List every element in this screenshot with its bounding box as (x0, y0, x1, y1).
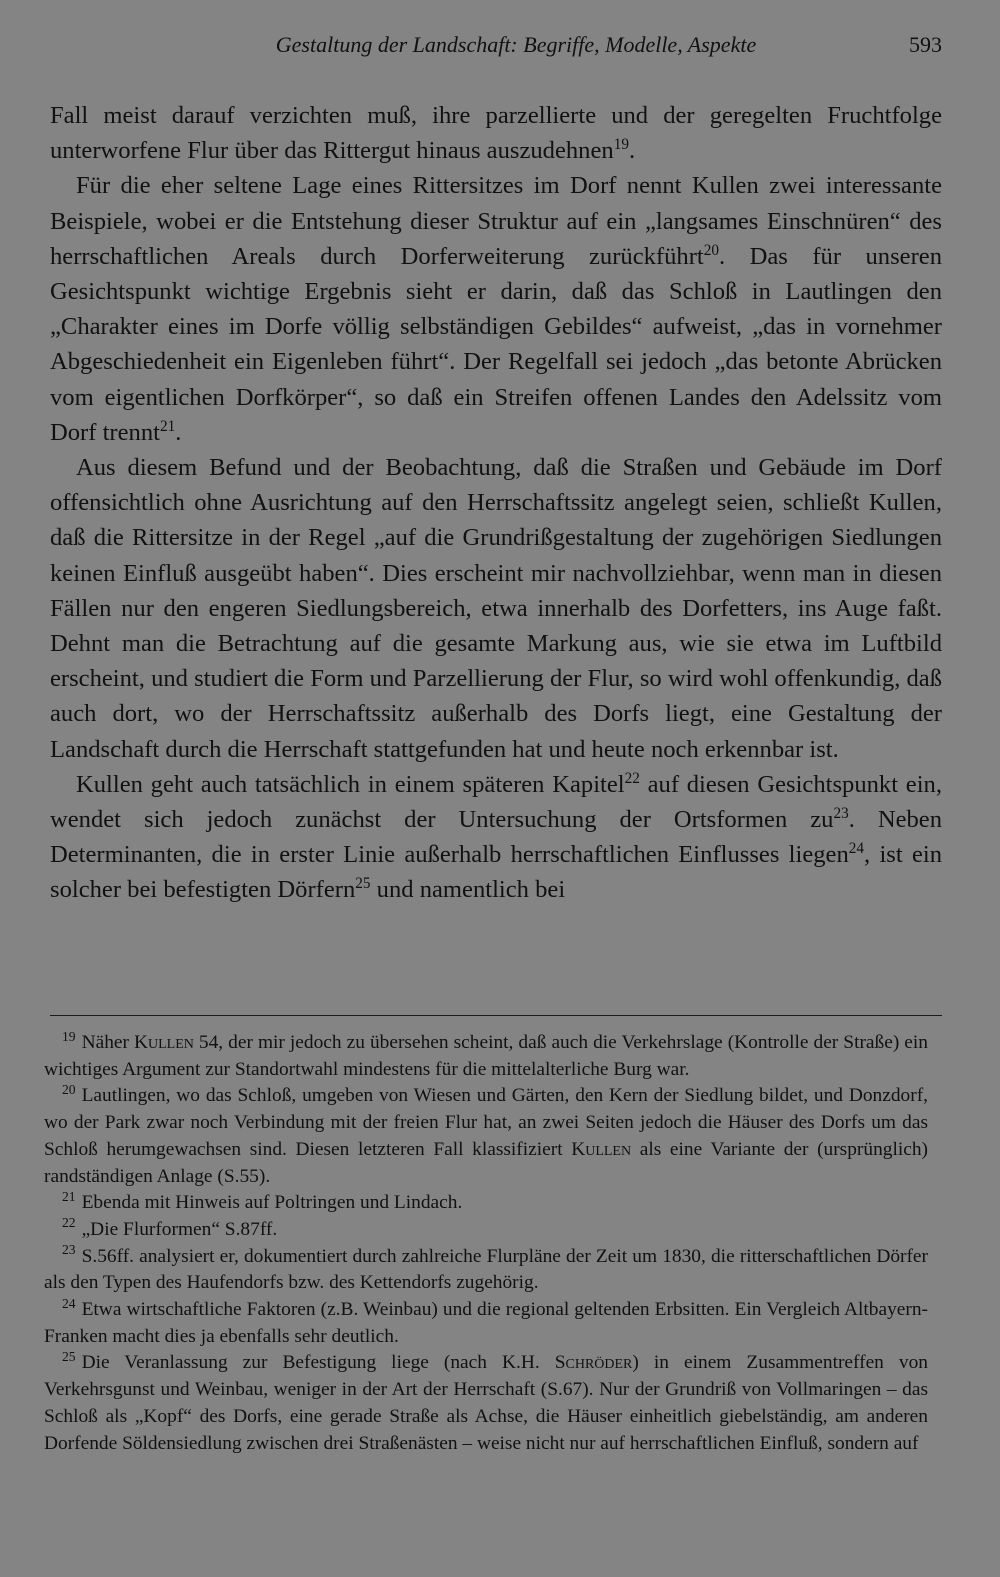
footnote-number: 24 (62, 1295, 76, 1311)
footnote-text: Die Veranlassung zur Befestigung liege (nach K.H. (81, 1352, 555, 1374)
footnote-25 (44, 1350, 928, 1457)
author-name: Kullen (133, 1032, 194, 1053)
footnote-text: „Die Flurformen“ S.87ff. (81, 1218, 278, 1240)
footnote-number: 22 (62, 1215, 76, 1231)
paragraph-text: . (628, 137, 636, 165)
footnote-text: Lautlingen, wo das Schloß, umgeben von Wiesen und Gärten, den Kern der Siedlung bildet, und Donzdorf, wo der Park zwar noch Verbindung mit der freien Flur hat, an zwei Seiten jedoch die Häuser des Dorfs um das Schloß herumgewachsen sind. Diesen letzteren Fall klassifiziert (44, 1085, 928, 1160)
footnote-text: Näher (81, 1032, 134, 1053)
footnote-number: 21 (62, 1188, 76, 1204)
paragraph-text: , ist ein solcher bei befestigten Dörfern (50, 841, 943, 904)
footnote-text: Ebenda mit Hinweis auf Poltringen und Lindach. (81, 1192, 463, 1214)
running-title: Gestaltung der Landschaft: Begriffe, Modelle, Aspekte (275, 32, 757, 57)
footnote-text: S.56ff. analysiert er, dokumentiert durch zahlreiche Flurpläne der Zeit um 1830, die ritterschaftlichen Dörfer als den Typen des Haufendorfs bzw. des Kettendorfs zugehörig. (44, 1245, 928, 1294)
page-number: 593 (909, 32, 942, 57)
paragraph-text: . (175, 418, 182, 446)
footnote-number: 25 (62, 1348, 76, 1364)
paragraph-text: Aus diesem Befund und der Beobachtung, daß die Straßen und Gebäude im Dorf offensichtlich ohne Ausrichtung auf den Herrschaftssitz angelegt seien, schließt Kullen, daß die Rittersitze in der Regel „auf die Grundrißgestaltung der zugehörigen Siedlungen keinen Einfluß ausgeübt haben“. Dies erscheint mir nachvollziehbar, wenn man in diesen Fällen nur den engeren Siedlungsbereich, etwa innerhalb des Dorfetters, ins Auge faßt. Dehnt man die Betrachtung auf die gesamte Markung aus, wie sie etwa im Luftbild erscheint, und studiert die Form und Parzellierung der Flur, so wird wohl offenkundig, daß auch dort, wo der Herrschaftssitz außerhalb des Dorfs liegt, eine Gestaltung der Landschaft durch die Herrschaft stattgefunden hat und heute noch erkennbar ist. (50, 454, 942, 763)
footnote-19 (44, 1030, 928, 1083)
author-name: Schröder (554, 1352, 633, 1374)
footnote-23 (44, 1244, 928, 1297)
footnote-number: 20 (62, 1081, 76, 1097)
paragraph-text: Kullen geht auch tatsächlich in einem späteren Kapitel (76, 770, 625, 798)
main-text (50, 98, 942, 908)
footnote-20 (44, 1083, 928, 1190)
paragraph-text: Fall meist darauf verzichten muß, ihre parzellierte und der geregelten Fruchtfolge unterworfene Flur über das Rittergut hinaus auszudehnen (50, 102, 942, 165)
paragraph-text: auf diesen Gesichtspunkt ein, wendet sich jedoch zunächst der Untersuchung der Ortsformen zu (50, 770, 942, 834)
footnotes (44, 1030, 928, 1457)
footnote-number: 19 (62, 1028, 76, 1044)
paragraph-text: und namentlich bei (370, 876, 566, 904)
footnote-ref: 21 (159, 417, 176, 435)
paragraph-4 (50, 767, 942, 908)
paragraph-1 (50, 98, 942, 168)
footnote-ref: 23 (833, 804, 849, 822)
paragraph-text: . Neben Determinanten, die in erster Linie außerhalb herrschaftlichen Einflusses liegen (50, 806, 943, 869)
paragraph-2 (50, 168, 942, 450)
footnote-text: als eine Variante der (ursprünglich) randständigen Anlage (S.55). (44, 1138, 928, 1187)
footnote-separator (50, 1015, 942, 1016)
footnote-24 (44, 1297, 928, 1350)
footnote-ref: 20 (703, 241, 719, 259)
author-name: Kullen (571, 1138, 632, 1160)
page-header (50, 32, 942, 62)
footnote-ref: 24 (848, 840, 865, 858)
paragraph-text: . Das für unseren Gesichtspunkt wichtige Ergebnis sieht er darin, daß das Schloß in Lautlingen den „Charakter eines im Dorfe völlig selbständigen Gebildes“ aufweist, „das in vornehmer Abgeschiedenheit ein Eigenleben führt“. Der Regelfall sei jedoch „das betonte Abrücken vom eigentlichen Dorfkörper“, so daß ein Streifen offenen Landes den Adelssitz vom Dorf trennt (50, 242, 942, 446)
footnote-ref: 22 (624, 769, 640, 787)
footnote-text: ) in einem Zusammentreffen von Verkehrsgunst und Weinbau, weniger in der Art der Herrschaft (S.67). Nur der Grundriß von Vollmaringen – das Schloß als „Kopf“ des Dorfs, eine gerade Straße als Achse, die Häuser einheitlich giebelständig, am anderen Dorfende Söldensiedlung zwischen drei Straßenästen – weise nicht nur auf herrschaftlichen Einfluß, sondern auf (44, 1352, 928, 1454)
footnote-text: Etwa wirtschaftliche Faktoren (z.B. Weinbau) und die regional geltenden Erbsitten. Ein Vergleich Altbayern-Franken macht dies ja ebenfalls sehr deutlich. (44, 1299, 928, 1347)
paragraph-text: Für die eher seltene Lage eines Rittersitzes im Dorf nennt Kullen zwei interessante Beispiele, wobei er die Entstehung dieser Struktur auf ein „langsames Einschnüren“ des herrschaftlichen Areals durch Dorferweiterung zurückführt (50, 172, 942, 270)
footnote-ref: 19 (613, 136, 629, 154)
paragraph-3 (50, 450, 942, 767)
footnote-text: 54, der mir jedoch zu übersehen scheint, daß auch die Verkehrslage (Kontrolle der Straße) ein wichtiges Argument zur Standortwahl mindestens für die mittelalterliche Burg war. (44, 1032, 928, 1080)
footnote-number: 23 (62, 1242, 76, 1258)
footnote-ref: 25 (355, 875, 371, 893)
footnote-22 (44, 1217, 928, 1244)
footnote-21 (44, 1190, 928, 1217)
